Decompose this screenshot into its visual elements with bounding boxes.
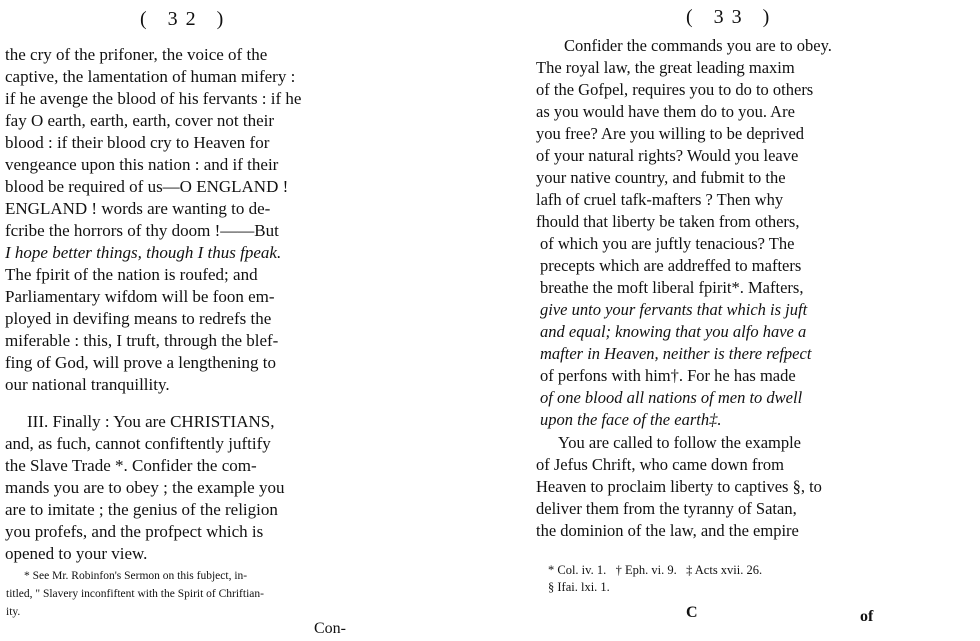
text-line: fhould that liberty be taken from others, — [536, 212, 800, 231]
text-line: III. Finally : You are CHRISTIANS, — [27, 412, 275, 431]
text-line: fay O earth, earth, earth, cover not their — [5, 111, 275, 130]
text-line: and equal; knowing that you alfo have a — [540, 322, 807, 341]
text-line: ployed in devifing means to redrefs the — [5, 309, 272, 328]
text-line: lafh of cruel tafk-mafters ? Then why — [536, 190, 784, 209]
text-line: opened to your view. — [5, 544, 148, 563]
text-line: as you would have them do to you. Are — [536, 102, 795, 121]
text-line: I hope better things, though I thus fpeak. — [5, 243, 282, 262]
text-line: mafter in Heaven, neither is there refpect — [540, 344, 812, 363]
text-line: precepts which are addreffed to mafters — [540, 256, 802, 275]
text-line: vengeance upon this nation : and if their — [5, 155, 279, 174]
footnote-line: * Col. iv. 1. † Eph. vi. 9. ‡ Acts xvii. 26. — [548, 563, 763, 577]
text-line: ENGLAND ! words are wanting to de- — [5, 199, 271, 218]
text-line: you free? Are you willing to be deprived — [536, 124, 805, 143]
text-line: blood be required of us—O ENGLAND ! — [5, 177, 289, 196]
text-line: Heaven to proclaim liberty to captives §, to — [536, 477, 822, 496]
text-line: mands you are to obey ; the example you — [5, 478, 285, 497]
text-line: the Slave Trade *. Confider the com- — [5, 456, 257, 475]
text-line: captive, the lamentation of human mifery : — [5, 67, 296, 86]
signature-mark: C — [686, 604, 698, 621]
text-line: of the Gofpel, requires you to do to others — [536, 80, 814, 99]
text-line: your native country, and fubmit to the — [536, 168, 786, 187]
catchword-left: Con- — [314, 620, 346, 637]
text-line: The royal law, the great leading maxim — [536, 58, 795, 77]
text-line: of which you are juftly tenacious? The — [540, 234, 795, 253]
text-line: fcribe the horrors of thy doom !——But — [5, 221, 279, 240]
text-line: of perfons with him†. For he has made — [540, 366, 796, 385]
right-page — [490, 0, 980, 641]
text-line: fing of God, will prove a lengthening to — [5, 353, 277, 372]
text-line: the dominion of the law, and the empire — [536, 521, 799, 540]
text-line: of your natural rights? Would you leave — [536, 146, 799, 165]
text-line: deliver them from the tyranny of Satan, — [536, 499, 797, 518]
text-line: The fpirit of the nation is roufed; and — [5, 265, 258, 284]
text-line: of one blood all nations of men to dwell — [540, 388, 803, 407]
footnote-line: * See Mr. Robinfon's Sermon on this fubject, in- — [24, 570, 248, 582]
text-line: give unto your fervants that which is juft — [540, 300, 808, 319]
page-number-left: ( 32 ) — [140, 8, 232, 30]
text-line: You are called to follow the example — [558, 433, 802, 452]
text-line: miferable : this, I truft, through the blef- — [5, 331, 279, 350]
catchword-right: of — [860, 608, 874, 625]
text-line: blood : if their blood cry to Heaven for — [5, 133, 270, 152]
text-line: Confider the commands you are to obey. — [564, 36, 832, 55]
text-line: our national tranquillity. — [5, 375, 170, 394]
footnote-line: ity. — [6, 606, 21, 618]
page-number-right: ( 33 ) — [686, 6, 778, 28]
text-line: upon the face of the earth‡. — [540, 410, 722, 429]
text-line: Parliamentary wifdom will be foon em- — [5, 287, 275, 306]
text-line: the cry of the prifoner, the voice of the — [5, 45, 268, 64]
text-line: you profefs, and the profpect which is — [5, 522, 264, 541]
text-line: if he avenge the blood of his fervants : if he — [5, 89, 302, 108]
footnote-line: titled, " Slavery inconfiftent with the Spirit of Chriftian- — [6, 588, 264, 600]
text-line: of Jefus Chrift, who came down from — [536, 455, 784, 474]
footnote-line: § Ifai. lxi. 1. — [548, 580, 610, 594]
text-line: are to imitate ; the genius of the religion — [5, 500, 278, 519]
text-line: and, as fuch, cannot confiftently juftify — [5, 434, 271, 453]
text-line: breathe the moft liberal fpirit*. Mafters, — [540, 278, 804, 297]
